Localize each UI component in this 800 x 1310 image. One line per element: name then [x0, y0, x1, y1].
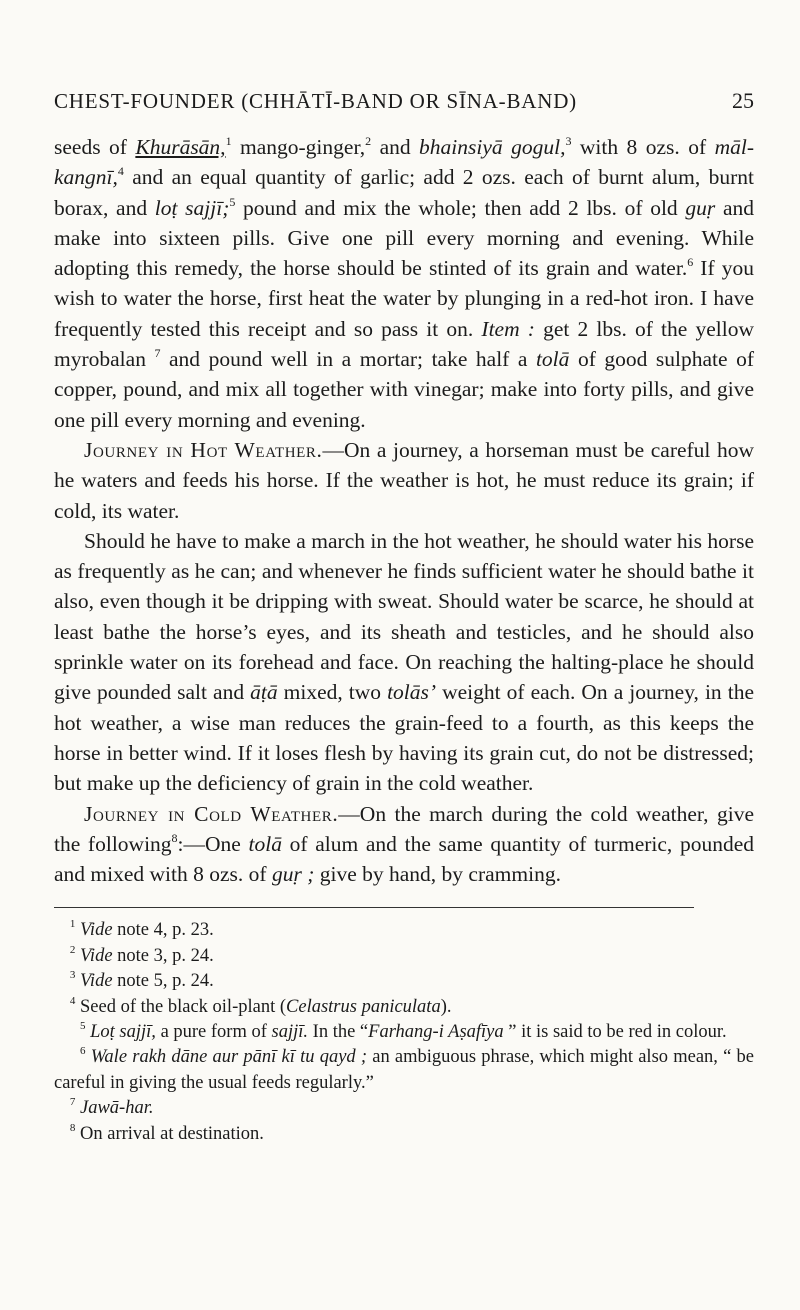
- term-tola-2: tolā: [248, 831, 282, 856]
- running-head: [54, 88, 754, 114]
- footnote-8: $^8$ On arrival at destination.: [69, 1121, 264, 1144]
- section-heading-cold-weather: Journey in Cold Weather.: [84, 801, 339, 826]
- section-heading-hot-weather: Journey in Hot Weather.: [84, 437, 323, 462]
- page-number: 25: [732, 88, 754, 113]
- footnote-divider: [54, 907, 694, 908]
- footnote-ref-8: 8: [171, 830, 178, 845]
- footnote-1: $^1$ Vide note 4, p. 23.: [69, 918, 214, 941]
- paragraph-cold-weather: Journey in Cold Weather.—On the march during the cold weather, give the following$^8$:—One tolā of alum and the same quantity of turmeric, pounded and mixed with 8 ozs. of guṛ ; give by hand, by cramming.: [54, 801, 755, 887]
- term-gur-2: guṛ ;: [271, 862, 315, 887]
- paragraph-hot-weather: Should he have to make a march in the hot weather, he should water his horse as frequently as he can; and whenever he finds sufficient water he should bathe it also, even though it be dripping with sweat. Should water be scarce, he should at least bathe the horse’s eyes, and its sheath and testicles, and he should also sprinkle water on its forehead and face. On reaching the halting-place he should give pounded salt and āṭā mixed, two tolās’ weight of each. On a journey, in the hot weather, a wise man reduces the grain-feed to a fourth, as this keeps the horse in better wind. If it loses flesh by having its grain cut, do not be distressed; but make up the deficiency of grain in the cold weather.: [54, 528, 754, 796]
- footnote-ref-1: 1: [225, 134, 232, 148]
- paragraph-hot-weather-intro: Journey in Hot Weather.—On a journey, a horseman must be careful how he waters and feeds his horse. If the weather is hot, he must reduce its grain; if cold, its water.: [54, 437, 755, 523]
- footnote-ref-5: 5: [229, 194, 236, 209]
- footnote-5: $^5$ Loṭ sajjī, a pure form of sajjī. In the “Farhang-i Aṣafīya ” it is said to be red in colour.: [80, 1020, 727, 1043]
- running-title: CHEST-FOUNDER (CHHĀTĪ-BAND OR SĪNA-BAND): [54, 89, 577, 113]
- footnote-3: $^3$ Vide note 5, p. 24.: [69, 969, 214, 992]
- footnote-6: $^6$ Wale rakh dāne aur pānī kī tu qayd ; an ambiguous phrase, which might also mean, “ be careful in giving the usual feeds regularly.”: [54, 1045, 755, 1093]
- footnote-ref-4: 4: [117, 164, 124, 179]
- term-bhainsiya-gogul: bhainsiyā gogul,: [419, 135, 566, 159]
- term-item: Item :: [481, 316, 535, 341]
- footnote-ref-3: 3: [565, 134, 572, 148]
- footnote-ref-2: 2: [365, 134, 372, 148]
- term-khurasan: Khurāsān,: [135, 135, 226, 159]
- term-lot-sajji: loṭ sajjī;: [154, 195, 230, 220]
- term-tola: tolā: [535, 347, 570, 372]
- footnote-ref-6: 6: [687, 255, 694, 270]
- body-text: [54, 132, 754, 889]
- term-mal-kangni: māl-kangnī,: [54, 135, 754, 190]
- term-gur: guṛ: [685, 195, 716, 220]
- book-page: [54, 88, 754, 1147]
- footnote-7: $^7$ Jawā-har.: [69, 1096, 154, 1119]
- footnote-2: $^2$ Vide note 3, p. 24.: [69, 943, 214, 966]
- paragraph-remedy: seeds of Khurāsān,$^1$ mango-ginger,$^2$ and bhainsiyā gogul,$^3$ with 8 ozs. of māl-kangnī,$^4$ and an equal quantity of garlic; add 2 ozs. each of burnt alum, burnt borax, and loṭ sajjī;$^5$ pound and mix the whole; then add 2 lbs. of old guṛ and make into sixteen pills. Give one pill every morning and evening. While adopting this remedy, the horse should be stinted of its grain and water.$^6$ If you wish to water the horse, first heat the water by plunging in a red-hot iron. I have frequently tested this receipt and so pass it on. Item : get 2 lbs. of the yellow myrobalan $^7$ and pound well in a mortar; take half a tolā of good sulphate of copper, pound, and mix all together with vinegar; make into forty pills, and give one pill every morning and evening.: [54, 134, 755, 432]
- footnotes: [54, 918, 754, 1147]
- term-tolas: tolās’: [387, 680, 437, 705]
- footnote-4: $^4$ Seed of the black oil-plant (Celastrus paniculata).: [69, 994, 452, 1017]
- footnote-ref-7: 7: [154, 346, 161, 361]
- term-ata: āṭā: [250, 680, 278, 705]
